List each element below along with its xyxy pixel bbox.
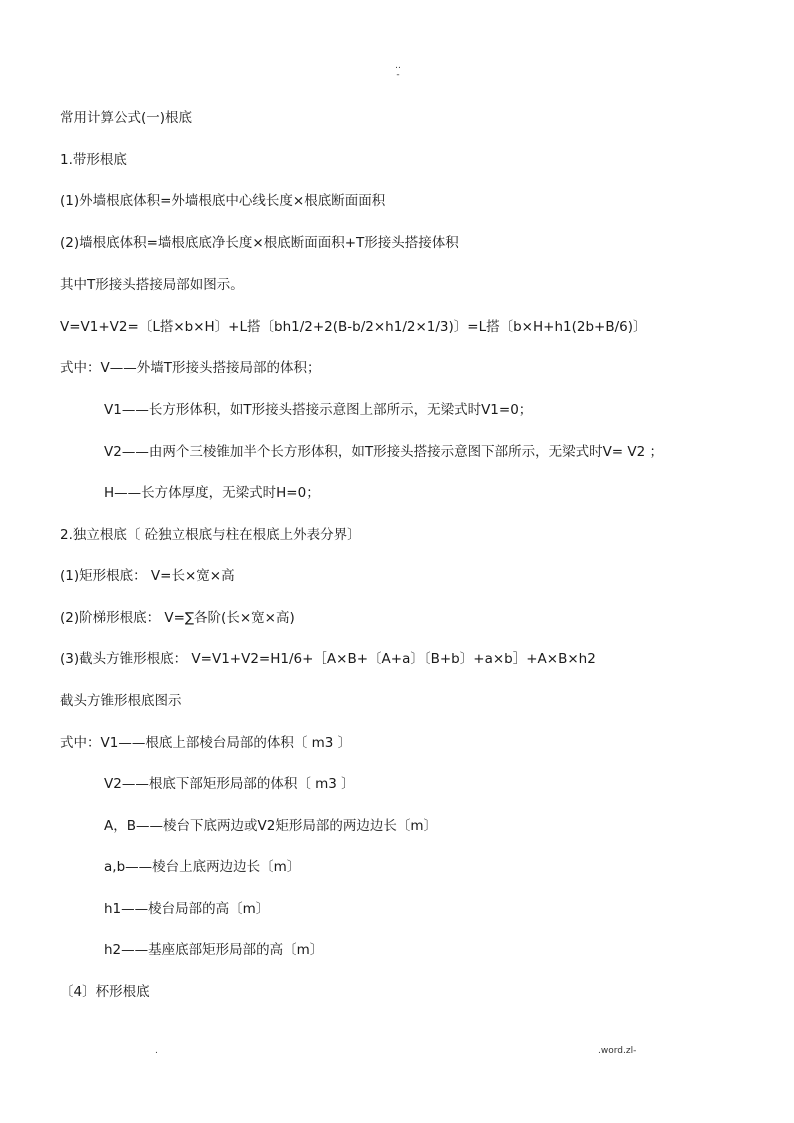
header-mark-dots: .. [395,61,401,71]
formula-truncated-pyramid: (3)截头方锥形根底： V=V1+V2=H1/6+［A×B+〔A+a〕〔B+b〕+a×b］+A×B×h2 [60,651,596,667]
formula-outer-wall: (1)外墙根底体积=外墙根底中心线长度×根底断面面积 [60,193,386,209]
definition-v1: V1——长方形体积，如T形接头搭接示意图上部所示，无梁式时V1=0； [104,402,533,418]
definition-v: 式中：V——外墙T形接头搭接局部的体积； [60,360,321,376]
definition-h2: h2——基座底部矩形局部的高〔m〕 [104,942,324,958]
formula-t-joint-volume: V=V1+V2=〔L搭×b×H〕+L搭〔bh1/2+2(B-b/2×h1/2×1/3)〕=L搭〔b×H+h1(2b+B/6)〕 [60,319,647,335]
section-heading-cup: 〔4〕杯形根底 [60,984,150,1000]
definition-pyramid-v2: V2——根底下部矩形局部的体积〔 m3 〕 [104,776,355,792]
definition-h: H——长方体厚度，无梁式时H=0； [104,485,320,501]
header-mark [392,62,404,80]
definition-pyramid-v1: 式中：V1——根底上部棱台局部的体积〔 m3 〕 [60,735,352,751]
section-heading-strip: 1.带形根底 [60,152,127,168]
formula-stepped: (2)阶梯形根底： V=∑各阶(长×宽×高) [60,610,295,626]
footer-right-mark: .word.zl- [598,1046,637,1056]
footer-left-mark: . [155,1046,158,1056]
definition-h1: h1——棱台局部的高〔m〕 [104,901,270,917]
text-t-joint-note: 其中T形接头搭接局部如图示。 [60,277,244,293]
formula-rectangular: (1)矩形根底： V=长×宽×高 [60,568,235,584]
figure-caption: 截头方锥形根底图示 [60,693,182,709]
definition-a-b-lower: a,b——棱台上底两边边长〔m〕 [104,859,301,875]
header-mark-dash: - [396,70,400,80]
formula-inner-wall: (2)墙根底体积=墙根底底净长度×根底断面面积+T形接头搭接体积 [60,235,459,251]
document-title: 常用计算公式(一)根底 [60,110,193,126]
section-heading-isolated: 2.独立根底〔 砼独立根底与柱在根底上外表分界〕 [60,527,361,543]
definition-v2: V2——由两个三棱锥加半个长方形体积，如T形接头搭接示意图下部所示，无梁式时V= V2 ； [104,444,664,460]
definition-a-b-upper: A，B——棱台下底两边或V2矩形局部的两边边长〔m〕 [104,818,437,834]
